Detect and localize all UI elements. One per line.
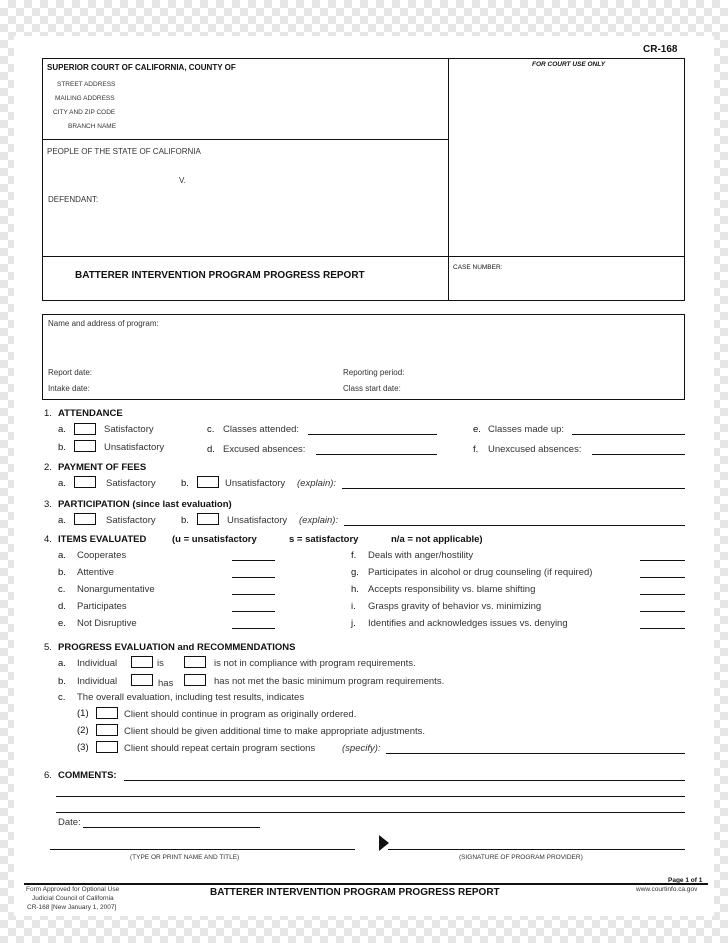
- excused-absences-field[interactable]: [316, 454, 437, 455]
- section-number: 2.: [44, 462, 52, 473]
- fees-heading: PAYMENT OF FEES: [58, 462, 147, 473]
- repeat-sections-checkbox[interactable]: [96, 741, 118, 753]
- participation-unsatisfactory-label: Unsatisfactory: [227, 515, 288, 526]
- participation-explain-field[interactable]: [344, 525, 685, 526]
- item-letter: i.: [351, 601, 356, 612]
- item-letter: j.: [351, 618, 356, 629]
- progress-a-checkbox[interactable]: [131, 656, 153, 668]
- item-letter: a.: [58, 515, 66, 526]
- item-letter: b.: [58, 676, 66, 687]
- participation-heading: PARTICIPATION (since last evaluation): [58, 499, 232, 510]
- item-letter: d.: [207, 444, 215, 455]
- item-letter: e.: [473, 424, 481, 435]
- item-letter: c.: [58, 692, 66, 703]
- additional-time-checkbox[interactable]: [96, 724, 118, 736]
- right-rating-field[interactable]: [640, 628, 685, 629]
- item-letter: g.: [351, 567, 359, 578]
- continue-program-checkbox[interactable]: [96, 707, 118, 719]
- option-number: (3): [77, 742, 89, 753]
- item-letter: c.: [207, 424, 215, 435]
- left-rating-field[interactable]: [232, 577, 275, 578]
- progress-b-text: has not met the basic minimum program requirements.: [214, 676, 445, 687]
- legend-unsatisfactory: (u = unsatisfactory: [172, 534, 257, 545]
- items-heading: ITEMS EVALUATED: [58, 534, 147, 545]
- progress-c-text: The overall evaluation, including test results, indicates: [77, 692, 305, 703]
- attendance-heading: ATTENDANCE: [58, 408, 123, 419]
- name-title-caption: (TYPE OR PRINT NAME AND TITLE): [130, 854, 240, 861]
- item-letter: f.: [351, 550, 357, 561]
- section-number: 4.: [44, 534, 52, 545]
- defendant-label[interactable]: DEFENDANT:: [48, 195, 99, 204]
- item-letter: f.: [473, 444, 479, 455]
- section-number: 3.: [44, 499, 52, 510]
- item-letter: a.: [58, 550, 66, 561]
- item-letter: b.: [58, 567, 66, 578]
- branch-name-label[interactable]: BRANCH NAME: [68, 123, 117, 130]
- participation-satisfactory-checkbox[interactable]: [74, 513, 96, 525]
- item-letter: a.: [58, 658, 66, 669]
- reporting-period-label[interactable]: Reporting period:: [343, 368, 405, 377]
- progress-heading: PROGRESS EVALUATION and RECOMMENDATIONS: [58, 642, 296, 653]
- evaluated-item-label: Attentive: [77, 567, 114, 578]
- item-letter: c.: [58, 584, 66, 595]
- option-number: (2): [77, 725, 89, 736]
- item-letter: a.: [58, 478, 66, 489]
- fees-satisfactory-label: Satisfactory: [106, 478, 156, 489]
- specify-field[interactable]: [386, 753, 685, 754]
- comments-line[interactable]: [56, 812, 685, 813]
- court-use-label: FOR COURT USE ONLY: [532, 61, 606, 68]
- participation-explain-label: (explain):: [299, 515, 339, 526]
- date-label: Date:: [58, 817, 81, 828]
- fees-explain-label: (explain):: [297, 478, 337, 489]
- fees-satisfactory-checkbox[interactable]: [74, 476, 96, 488]
- evaluated-item-label: Participates: [77, 601, 127, 612]
- people-label: PEOPLE OF THE STATE OF CALIFORNIA: [47, 147, 201, 156]
- item-letter: e.: [58, 618, 66, 629]
- fees-unsatisfactory-label: Unsatisfactory: [225, 478, 286, 489]
- item-letter: h.: [351, 584, 359, 595]
- page-number: Page 1 of 1: [668, 877, 703, 884]
- court-label: SUPERIOR COURT OF CALIFORNIA, COUNTY OF: [47, 63, 236, 72]
- council-text: Judicial Council of California: [32, 895, 114, 902]
- class-start-label[interactable]: Class start date:: [343, 384, 401, 393]
- evaluated-item-label: Participates in alcohol or drug counseling (if required): [368, 567, 593, 578]
- form-id: CR-168: [643, 44, 678, 55]
- revision-text: CR-168 [New January 1, 2007]: [27, 904, 117, 911]
- classes-made-up-label: Classes made up:: [488, 424, 565, 435]
- repeat-sections-label: Client should repeat certain program sections: [124, 743, 316, 754]
- mailing-address-label[interactable]: MAILING ADDRESS: [55, 95, 115, 102]
- comments-heading: COMMENTS:: [58, 770, 117, 781]
- excused-absences-label: Excused absences:: [223, 444, 306, 455]
- classes-made-up-field[interactable]: [572, 434, 685, 435]
- unexcused-absences-label: Unexcused absences:: [488, 444, 582, 455]
- progress-a-not-checkbox[interactable]: [184, 656, 206, 668]
- evaluated-item-label: Deals with anger/hostility: [368, 550, 474, 561]
- name-title-field[interactable]: [50, 849, 355, 850]
- divider: [42, 256, 685, 257]
- evaluated-item-label: Accepts responsibility vs. blame shifting: [368, 584, 536, 595]
- evaluated-item-label: Cooperates: [77, 550, 127, 561]
- comments-line[interactable]: [56, 796, 685, 797]
- progress-a-text: is not in compliance with program requirements.: [214, 658, 416, 669]
- report-date-label[interactable]: Report date:: [48, 368, 93, 377]
- participation-unsatisfactory-checkbox[interactable]: [197, 513, 219, 525]
- right-rating-field[interactable]: [640, 577, 685, 578]
- comments-line[interactable]: [124, 780, 685, 781]
- individual-label: Individual: [77, 676, 118, 687]
- section-number: 6.: [44, 770, 52, 781]
- fees-explain-field[interactable]: [342, 488, 685, 489]
- item-letter: b.: [181, 515, 189, 526]
- right-rating-field[interactable]: [640, 611, 685, 612]
- signature-field[interactable]: [388, 849, 685, 850]
- legend-satisfactory: s = satisfactory: [289, 534, 359, 545]
- intake-date-label[interactable]: Intake date:: [48, 384, 90, 393]
- approved-text: Form Approved for Optional Use: [26, 886, 120, 893]
- section-number: 1.: [44, 408, 52, 419]
- versus-label: V.: [179, 176, 186, 185]
- evaluated-item-label: Grasps gravity of behavior vs. minimizing: [368, 601, 542, 612]
- program-name-label[interactable]: Name and address of program:: [48, 319, 159, 328]
- item-letter: b.: [58, 442, 66, 453]
- case-number-label[interactable]: CASE NUMBER:: [453, 264, 503, 271]
- street-address-label[interactable]: STREET ADDRESS: [57, 81, 116, 88]
- divider: [42, 139, 448, 140]
- evaluated-item-label: Identifies and acknowledges issues vs. denying: [368, 618, 568, 629]
- left-rating-field[interactable]: [232, 594, 275, 595]
- form-title: BATTERER INTERVENTION PROGRAM PROGRESS REPORT: [75, 270, 365, 281]
- right-rating-field[interactable]: [640, 560, 685, 561]
- website-link[interactable]: www.courtinfo.ca.gov: [636, 886, 698, 893]
- classes-attended-label: Classes attended:: [223, 424, 300, 435]
- participation-satisfactory-label: Satisfactory: [106, 515, 156, 526]
- left-rating-field[interactable]: [232, 611, 275, 612]
- progress-b-checkbox[interactable]: [131, 674, 153, 686]
- classes-attended-field[interactable]: [308, 434, 437, 435]
- item-letter: a.: [58, 424, 66, 435]
- left-rating-field[interactable]: [232, 628, 275, 629]
- fees-unsatisfactory-checkbox[interactable]: [197, 476, 219, 488]
- attendance-unsatisfactory-checkbox[interactable]: [74, 440, 96, 452]
- evaluated-item-label: Not Disruptive: [77, 618, 137, 629]
- section-number: 5.: [44, 642, 52, 653]
- footer-title: BATTERER INTERVENTION PROGRAM PROGRESS REPORT: [210, 887, 500, 898]
- legend-not-applicable: n/a = not applicable): [391, 534, 483, 545]
- caption-divider: [448, 58, 449, 301]
- attendance-satisfactory-label: Satisfactory: [104, 424, 154, 435]
- specify-label: (specify):: [342, 743, 381, 754]
- progress-b-not-checkbox[interactable]: [184, 674, 206, 686]
- footer-rule: [24, 883, 708, 885]
- left-rating-field[interactable]: [232, 560, 275, 561]
- right-rating-field[interactable]: [640, 594, 685, 595]
- attendance-satisfactory-checkbox[interactable]: [74, 423, 96, 435]
- is-label: is: [157, 658, 164, 669]
- item-letter: d.: [58, 601, 66, 612]
- evaluated-item-label: Nonargumentative: [77, 584, 155, 595]
- caption-box: [42, 58, 685, 301]
- city-zip-label[interactable]: CITY AND ZIP CODE: [53, 109, 116, 116]
- date-field[interactable]: [83, 827, 260, 828]
- continue-program-label: Client should continue in program as originally ordered.: [124, 709, 357, 720]
- unexcused-absences-field[interactable]: [592, 454, 685, 455]
- additional-time-label: Client should be given additional time to make appropriate adjustments.: [124, 726, 426, 737]
- has-label: has: [158, 678, 174, 689]
- item-letter: b.: [181, 478, 189, 489]
- option-number: (1): [77, 708, 89, 719]
- individual-label: Individual: [77, 658, 118, 669]
- signature-caption: (SIGNATURE OF PROGRAM PROVIDER): [459, 854, 583, 861]
- attendance-unsatisfactory-label: Unsatisfactory: [104, 442, 165, 453]
